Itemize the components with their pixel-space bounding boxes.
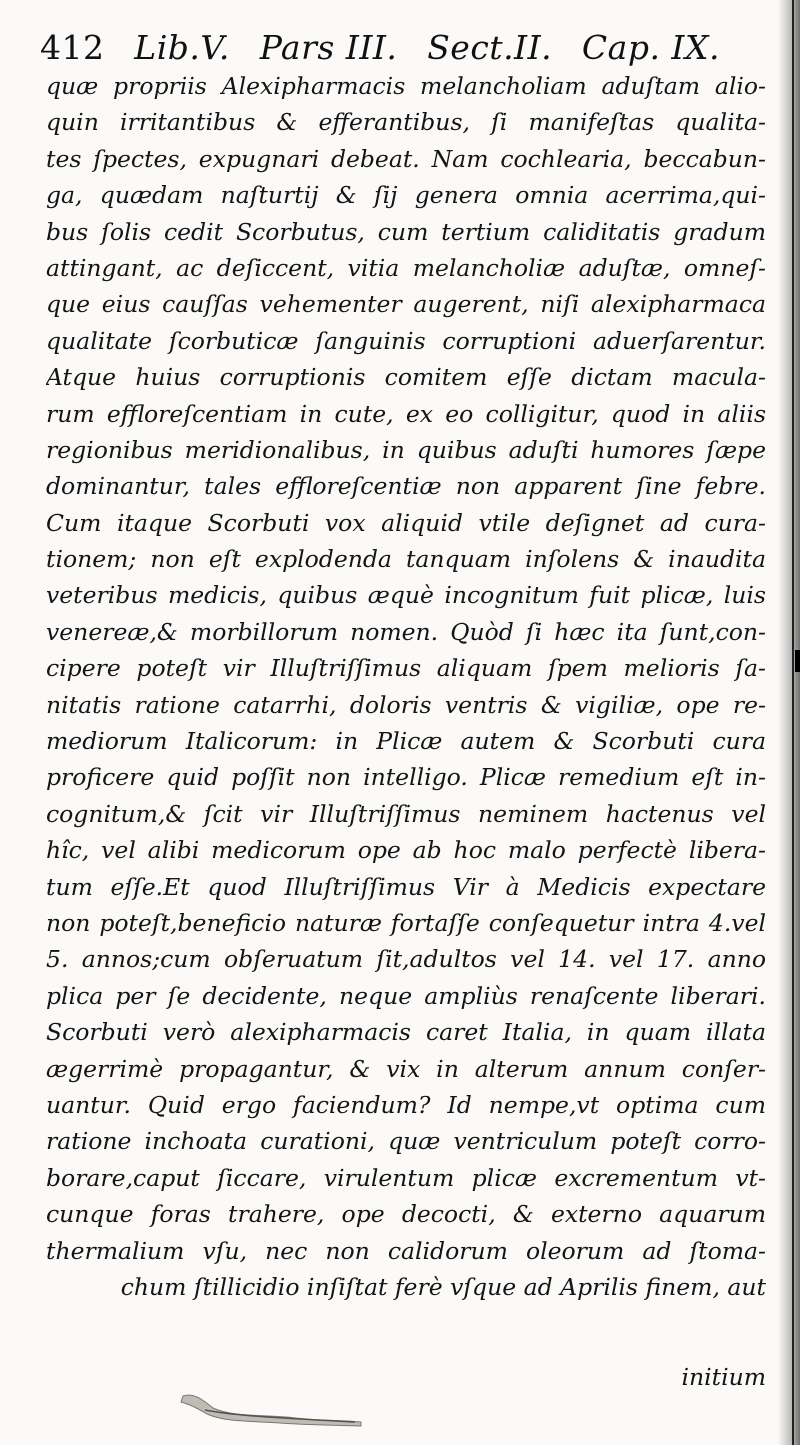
body-text <box>46 68 766 1305</box>
text-line: chum ſtillicidio inſiſtat ferè vſque ad Aprilis finem, aut <box>120 1272 766 1301</box>
chapter-label: Cap. IX. <box>581 28 720 67</box>
text-line: quin irritantibus & efferantibus, ſi manifeſtas qualita- <box>46 108 766 137</box>
text-line: venereæ,& morbillorum nomen. Quòd ſi hæc ita ſunt,con- <box>46 617 766 646</box>
text-line: attingant, ac deſiccent, vitia melancholiæ aduſtæ, omneſ- <box>46 253 766 282</box>
text-line: bus ſolis cedit Scorbutus, cum tertium caliditatis gradum <box>46 217 766 246</box>
text-line: Scorbuti verò alexipharmacis caret Italia, in quam illata <box>46 1018 766 1047</box>
text-line: qualitate ſcorbuticæ ſanguinis corruptioni aduerſarentur. <box>46 326 766 355</box>
text-line: cunque foras trahere, ope decocti, & externo aquarum <box>46 1200 766 1229</box>
text-line: plica per ſe decidente, neque ampliùs renaſcente liberari. <box>46 981 766 1010</box>
page-number: 412 <box>40 28 105 67</box>
section-label: Sect.II. <box>427 28 553 67</box>
text-line: ratione inchoata curationi, quæ ventriculum poteſt corro- <box>46 1127 766 1156</box>
text-line: rum effloreſcentiam in cute, ex eo colligitur, quod in aliis <box>46 399 766 428</box>
text-line: Atque huius corruptionis comitem eſſe dictam macula- <box>46 363 766 392</box>
text-line: que eius cauſſas vehementer augerent, niſi alexipharmaca <box>46 290 766 319</box>
text-line: tionem; non eſt explodenda tanquam inſolens & inaudita <box>46 545 766 574</box>
text-line: ga, quædam naſturtij & ſij genera omnia acerrima,qui- <box>46 181 766 210</box>
text-line: 5. annos;cum obſeruatum ſit,adultos vel 14. vel 17. anno <box>46 945 766 974</box>
running-head <box>40 28 720 67</box>
page-gutter-shadow <box>778 0 800 1445</box>
text-line: proficere quid poſſit non intelligo. Plicæ remedium eſt in- <box>46 763 766 792</box>
text-line: tum eſſe.Et quod Illuſtriſſimus Vir à Medicis expectare <box>46 872 766 901</box>
text-line: quæ propriis Alexipharmacis melancholiam aduſtam alio- <box>46 72 766 100</box>
text-line: borare,caput ſiccare, virulentum plicæ excrementum vt- <box>46 1163 766 1192</box>
text-line: regionibus meridionalibus, in quibus aduſti humores ſæpe <box>46 435 766 464</box>
text-line: nitatis ratione catarrhi, doloris ventris & vigiliæ, ope re- <box>46 690 766 719</box>
text-line: non poteſt,beneficio naturæ fortaſſe conſequetur intra 4.vel <box>46 908 766 937</box>
part-label: Pars III. <box>259 28 398 67</box>
margin-mark <box>795 650 800 672</box>
page-edge <box>792 0 794 1445</box>
text-line: uantur. Quid ergo faciendum? Id nempe,vt optima cum <box>46 1090 766 1119</box>
text-line: thermalium vſu, nec non calidorum oleorum ad ſtoma- <box>46 1236 766 1265</box>
text-line: mediorum Italicorum: in Plicæ autem & Scorbuti cura <box>46 727 766 756</box>
book-label: Lib.V. <box>134 28 230 67</box>
text-line: cipere poteſt vir Illuſtriſſimus aliquam ſpem melioris ſa- <box>46 654 766 683</box>
text-line: ægerrimè propagantur, & vix in alterum annum conſer- <box>46 1054 766 1083</box>
text-line: hîc, vel alibi medicorum ope ab hoc malo perfectè libera- <box>46 836 766 865</box>
text-line: cognitum,& ſcit vir Illuſtriſſimus neminem hactenus vel <box>46 799 766 828</box>
ink-smudge <box>175 1388 365 1428</box>
text-line: tes ſpectes, expugnari debeat. Nam cochlearia, beccabun- <box>46 144 766 173</box>
text-line: veteribus medicis, quibus æquè incognitum fuit plicæ, luis <box>46 581 766 610</box>
text-line: dominantur, tales effloreſcentiæ non apparent ſine febre. <box>46 472 766 501</box>
text-line: Cum itaque Scorbuti vox aliquid vtile deſignet ad cura- <box>46 508 766 537</box>
catchword: initium <box>681 1363 766 1391</box>
